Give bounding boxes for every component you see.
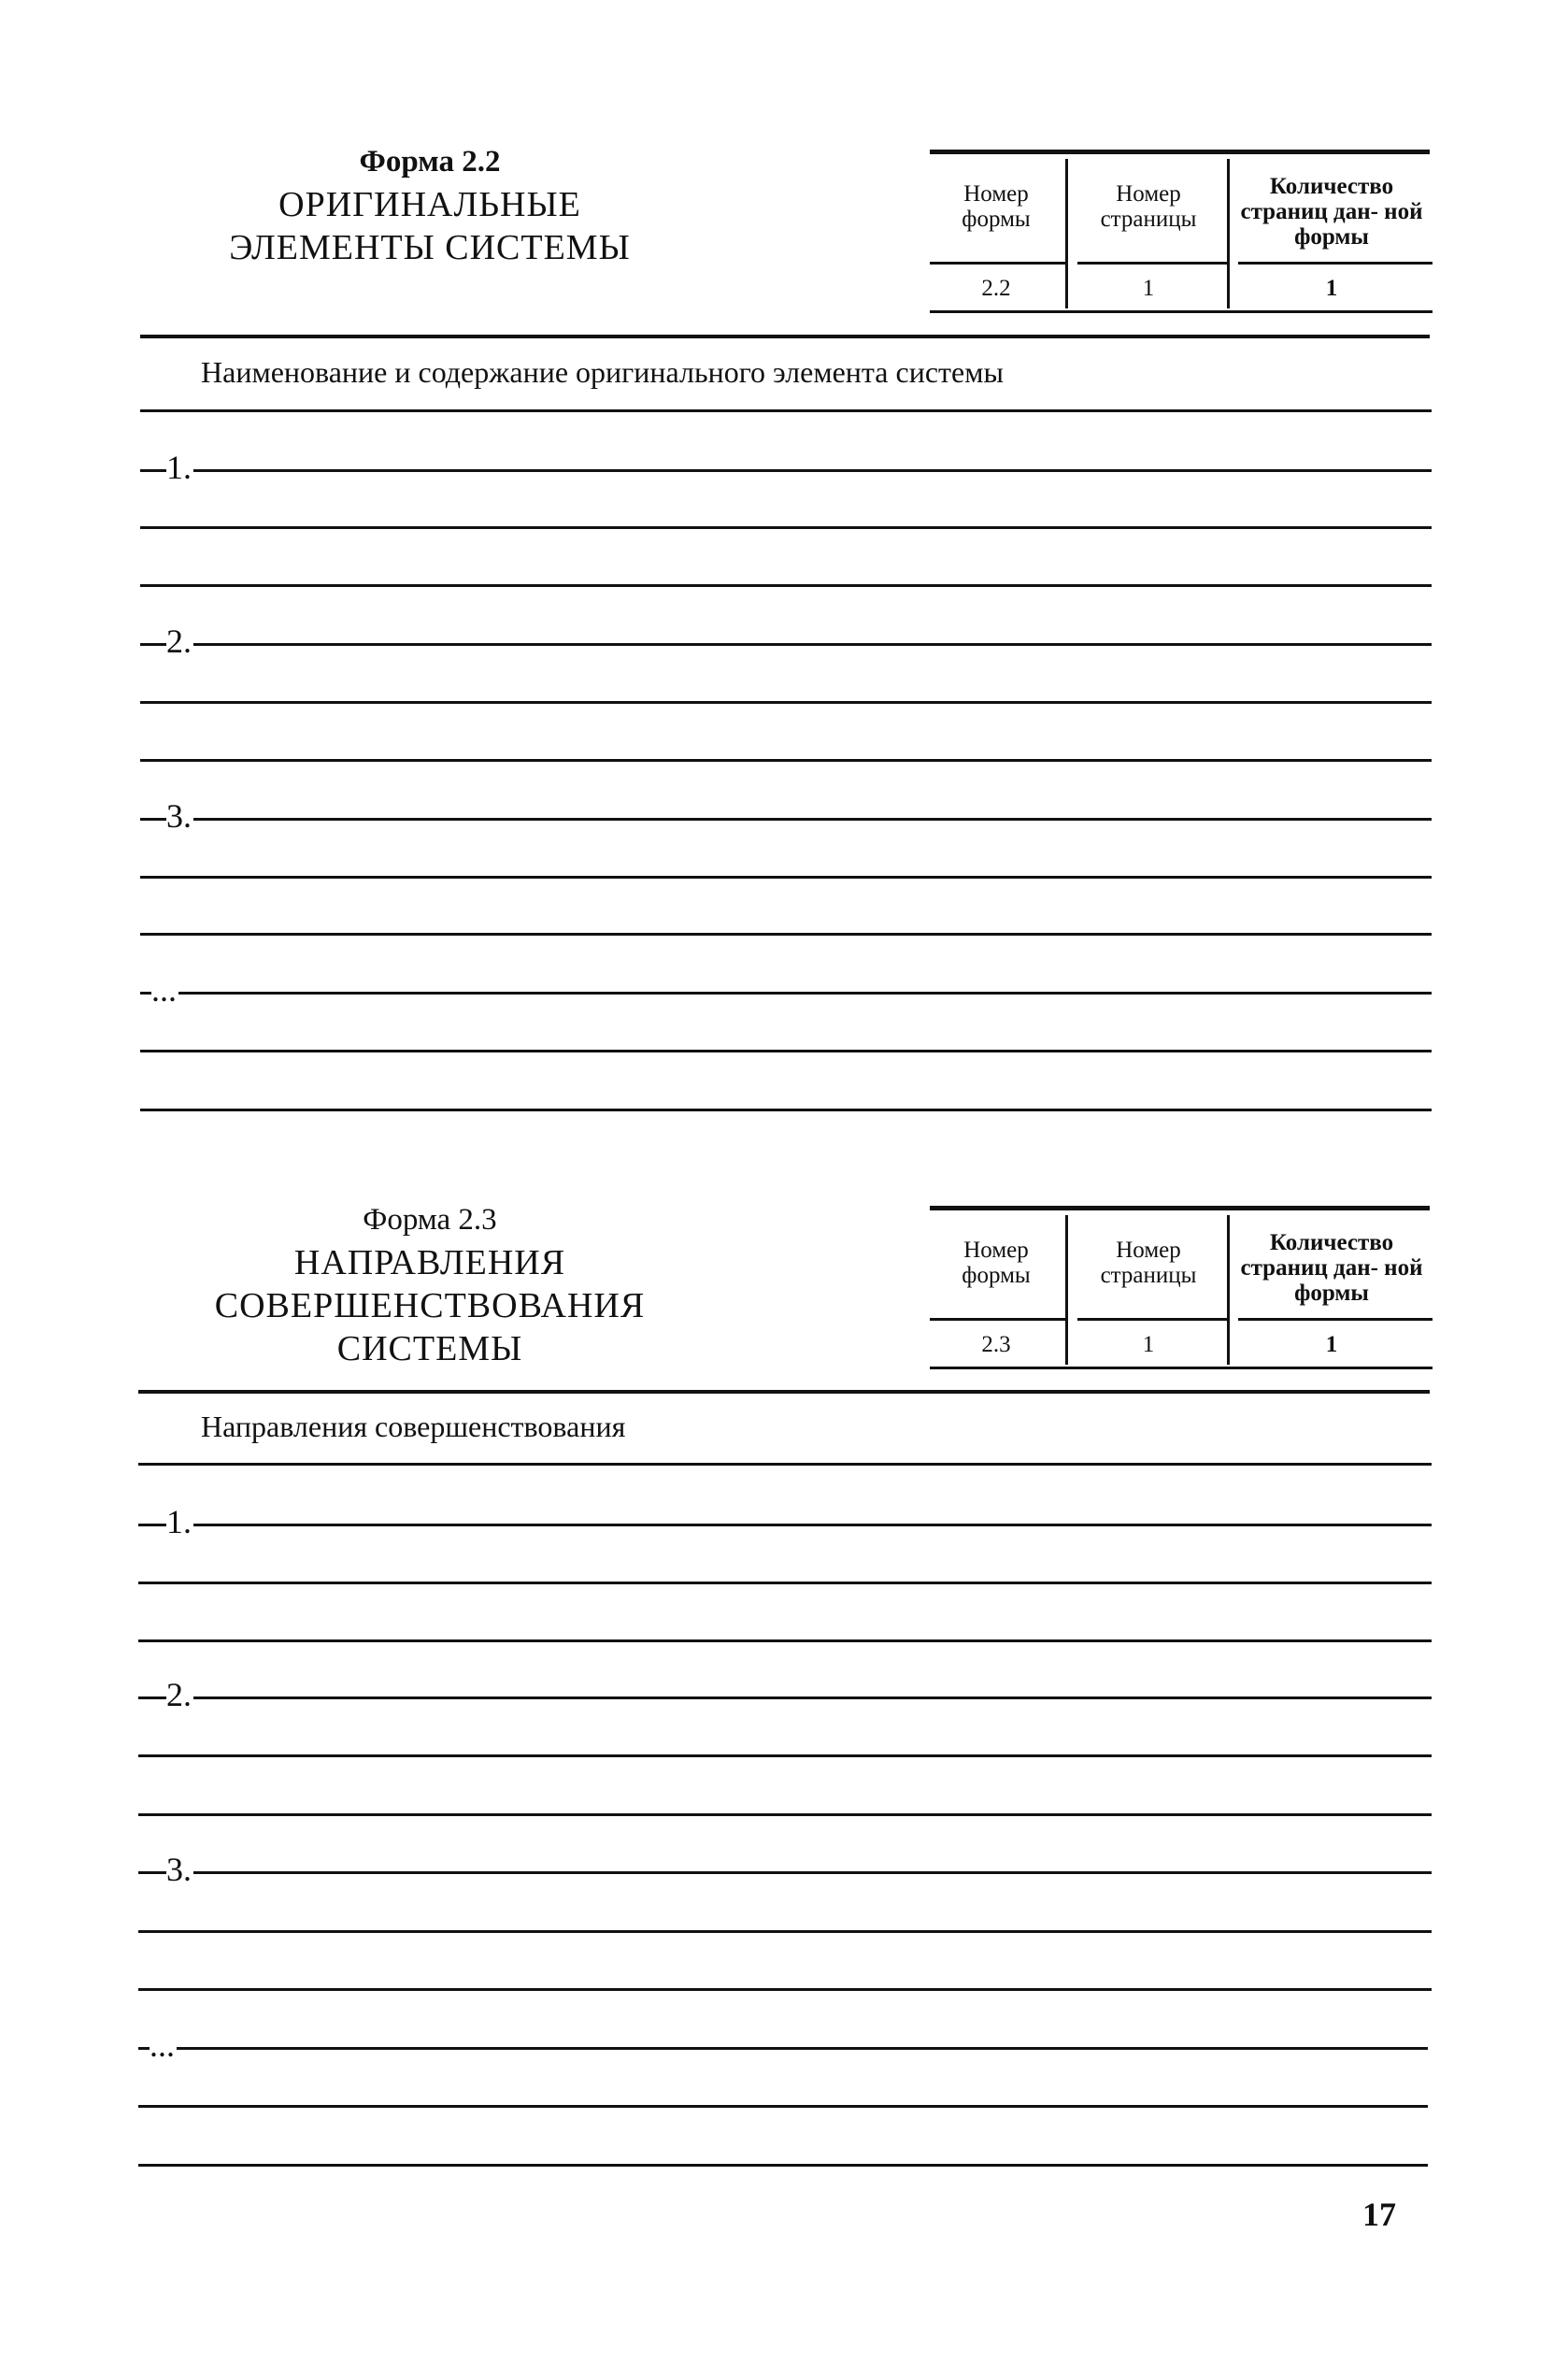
form-2-3-line bbox=[138, 1813, 1432, 1816]
meta-mid-line bbox=[1238, 262, 1433, 265]
meta-value-page-count: 1 bbox=[1325, 1332, 1338, 1357]
meta-header-page-count: Количество страниц дан- ной формы bbox=[1240, 174, 1423, 250]
form-2-3-line bbox=[138, 2105, 1428, 2108]
form-2-3-meta-table bbox=[930, 1206, 1434, 1374]
form-2-2-item-ellipsis: ... bbox=[151, 971, 177, 1009]
meta-value-page-count: 1 bbox=[1325, 276, 1338, 301]
meta-top-line bbox=[930, 1206, 1430, 1210]
form-2-3-line bbox=[138, 1930, 1432, 1933]
form-2-3-line bbox=[138, 2047, 1428, 2050]
meta-header-form-number: Номер формы bbox=[962, 1238, 1031, 1288]
form-2-2-number: Форма 2.2 bbox=[359, 145, 501, 179]
form-2-2-caption: Наименование и содержание оригинального элемента системы bbox=[201, 355, 1004, 389]
form-2-3-title-line1: НАПРАВЛЕНИЯ bbox=[293, 1243, 566, 1282]
form-2-3-line bbox=[138, 2164, 1428, 2167]
meta-mid-line bbox=[1077, 1318, 1227, 1321]
form-2-2-item-1: 1. bbox=[166, 449, 192, 486]
form-2-2-line bbox=[140, 469, 1432, 472]
form-2-2-line bbox=[140, 643, 1432, 646]
form-2-2-title-line1: ОРИГИНАЛЬНЫЕ bbox=[278, 185, 581, 224]
meta-mid-line bbox=[930, 262, 1065, 265]
meta-header-form-number: Номер формы bbox=[962, 181, 1031, 232]
form-2-3-item-1: 1. bbox=[166, 1503, 192, 1540]
meta-value-form-number: 2.3 bbox=[981, 1332, 1011, 1357]
form-2-3-title-line3: СИСТЕМЫ bbox=[336, 1329, 523, 1368]
form-2-2-line bbox=[140, 701, 1432, 704]
form-2-3-title-block bbox=[168, 1198, 691, 1370]
form-2-3-line bbox=[138, 1754, 1432, 1757]
form-2-2-line bbox=[140, 584, 1432, 587]
form-2-3-line bbox=[138, 1582, 1432, 1584]
form-2-3-number: Форма 2.3 bbox=[363, 1203, 497, 1237]
meta-mid-line bbox=[1238, 1318, 1433, 1321]
meta-value-page-number: 1 bbox=[1142, 1332, 1155, 1357]
page-number: 17 bbox=[1362, 2196, 1396, 2233]
form-2-2-line bbox=[140, 526, 1432, 529]
meta-header-page-number: Номер страницы bbox=[1100, 181, 1197, 232]
form-2-2-item-3: 3. bbox=[166, 797, 192, 835]
form-2-2-line bbox=[140, 759, 1432, 762]
form-2-2-line bbox=[140, 1050, 1432, 1052]
form-2-3-line bbox=[138, 1524, 1432, 1526]
form-2-2-title-block bbox=[168, 140, 691, 269]
form-2-2-header-rule bbox=[140, 335, 1430, 338]
meta-value-page-number: 1 bbox=[1142, 276, 1155, 301]
meta-top-line bbox=[930, 150, 1430, 154]
form-2-2-item-2: 2. bbox=[166, 623, 192, 660]
form-2-3-item-3: 3. bbox=[166, 1851, 192, 1888]
meta-bottom-line bbox=[930, 310, 1433, 313]
meta-bottom-line bbox=[930, 1367, 1433, 1369]
meta-divider-2 bbox=[1227, 1215, 1230, 1365]
meta-header-page-number: Номер страницы bbox=[1100, 1238, 1197, 1288]
form-2-2-line bbox=[140, 1109, 1432, 1111]
meta-header-page-count: Количество страниц дан- ной формы bbox=[1240, 1230, 1423, 1306]
meta-mid-line bbox=[930, 1318, 1065, 1321]
form-2-2-meta-table bbox=[930, 150, 1434, 318]
form-2-3-item-ellipsis: ... bbox=[150, 2026, 175, 2064]
form-2-3-caption-rule bbox=[138, 1463, 1432, 1466]
form-2-3-line bbox=[138, 1988, 1432, 1991]
meta-divider-1 bbox=[1065, 1215, 1068, 1365]
meta-mid-line bbox=[1077, 262, 1227, 265]
meta-divider-1 bbox=[1065, 159, 1068, 308]
form-2-2-line bbox=[140, 933, 1432, 936]
form-2-3-line bbox=[138, 1871, 1432, 1874]
meta-divider-2 bbox=[1227, 159, 1230, 308]
form-2-2-caption-rule bbox=[140, 409, 1432, 412]
form-2-2-line bbox=[140, 876, 1432, 879]
form-2-3-line bbox=[138, 1696, 1432, 1699]
form-2-2-line bbox=[140, 992, 1432, 995]
meta-value-form-number: 2.2 bbox=[981, 276, 1011, 301]
form-2-3-caption: Направления совершенствования bbox=[201, 1410, 626, 1443]
form-2-3-title-line2: СОВЕРШЕНСТВОВАНИЯ bbox=[214, 1286, 646, 1325]
form-2-3-header-rule bbox=[138, 1390, 1430, 1394]
form-2-3-item-2: 2. bbox=[166, 1676, 192, 1713]
form-2-3-line bbox=[138, 1639, 1432, 1642]
form-2-2-line bbox=[140, 818, 1432, 821]
form-2-2-title-line2: ЭЛЕМЕНТЫ СИСТЕМЫ bbox=[229, 228, 631, 267]
